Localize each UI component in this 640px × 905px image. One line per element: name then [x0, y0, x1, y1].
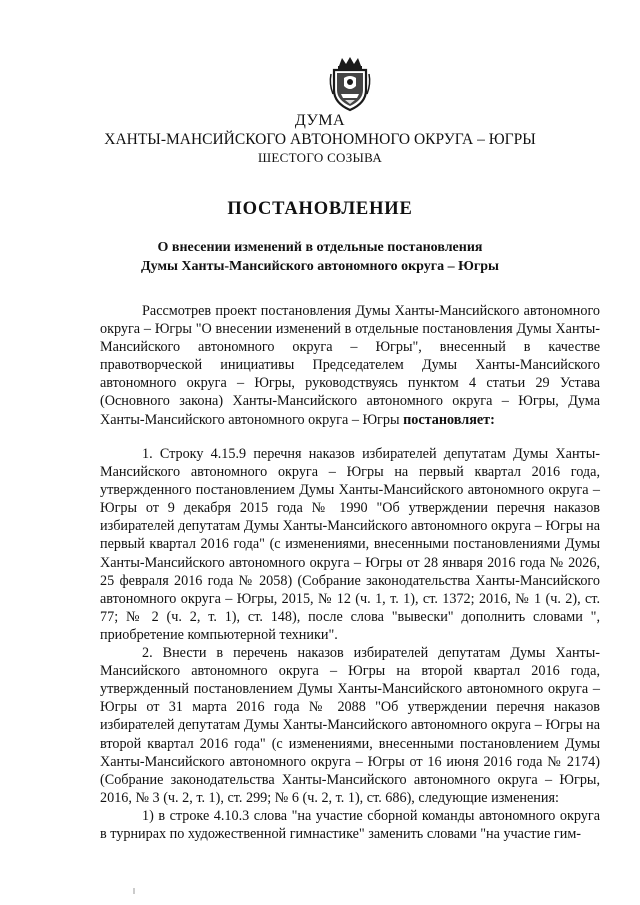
document-type-heading: ПОСТАНОВЛЕНИЕ [227, 199, 413, 219]
org-name-title: ДУМА [294, 112, 346, 129]
org-name-region: ХАНТЫ-МАНСИЙСКОГО АВТОНОМНОГО ОКРУГА – ЮГРЫ [104, 131, 536, 148]
document-title-line2: Думы Ханты-Мансийского автономного округа – Югры [141, 259, 499, 274]
document-title [100, 238, 540, 276]
coat-of-arms-icon [327, 56, 373, 112]
scan-mark [133, 888, 135, 894]
org-convocation: ШЕСТОГО СОЗЫВА [257, 150, 383, 165]
intro-paragraph [100, 302, 600, 429]
resolution-subitem-1: 1) в строке 4.10.3 слова "на участие сборной команды автономного округа в турнирах по художественной гимнастике" заменить словами "на участие гим- [100, 807, 600, 842]
resolution-item-2: 2. Внести в перечень наказов избирателей депутатам Думы Ханты-Мансийского автономного округа – Югры на второй квартал 2016 года, утвержденный постановлением Думы Ханты-Мансийского автономного округа – Югры от 31 марта 2016 года № 2088 "Об утверждении перечня наказов избирателей депутатам Думы Ханты-Мансийского автономного округа – Югры на второй квартал 2016 года" (с изменениями, внесенными постановлением Думы Ханты-Мансийского автономного округа – Югры от 16 июня 2016 года № 2174) (Собрание законодательства Ханты-Мансийского автономного округа – Югры, 2016, № 3 (ч. 2, т. 1), ст. 299; № 6 (ч. 2, т. 1), ст. 686), следующие изменения: [100, 645, 600, 806]
intro-body: Рассмотрев проект постановления Думы Ханты-Мансийского автономного округа – Югры "О внесении изменений в отдельные постановления Думы Ханты-Мансийского автономного округа – Югры", внесенный в качестве правотворческой инициативы Председателем Думы Ханты-Мансийского автономного округа – Югры, руководствуясь пунктом 4 статьи 29 Устава (Основного закона) Ханты-Мансийского автономного округа – Югры, Дума Ханты-Мансийского автономного округа – Югры [100, 303, 600, 428]
intro-text [100, 302, 600, 429]
document-title-line1: О внесении изменений в отдельные постановления [157, 240, 483, 255]
resolution-verb: постановляет: [403, 411, 495, 428]
resolution-items [100, 445, 600, 843]
resolution-item-1: 1. Строку 4.15.9 перечня наказов избирателей депутатам Думы Ханты-Мансийского автономного округа – Югры на первый квартал 2016 года, утвержденного постановлением Думы Ханты-Мансийского автономного округа – Югры от 9 декабря 2015 года № 1990 "Об утверждении перечня наказов избирателей депутатам Думы Ханты-Мансийского автономного округа – Югры на первый квартал 2016 года" (с изменениями, внесенными постановлениями Думы Ханты-Мансийского автономного округа – Югры от 28 января 2016 года № 2026, 25 февраля 2016 года № 2058) (Собрание законодательства Ханты-Мансийского автономного округа – Югры, 2015, № 12 (ч. 1, т. 1), ст. 1372; 2016, № 1 (ч. 2), ст. 77; № 2 (ч. 2, т. 1), ст. 148), после слова "вывески" дополнить словами ", приобретение компьютерной техники". [100, 446, 600, 643]
